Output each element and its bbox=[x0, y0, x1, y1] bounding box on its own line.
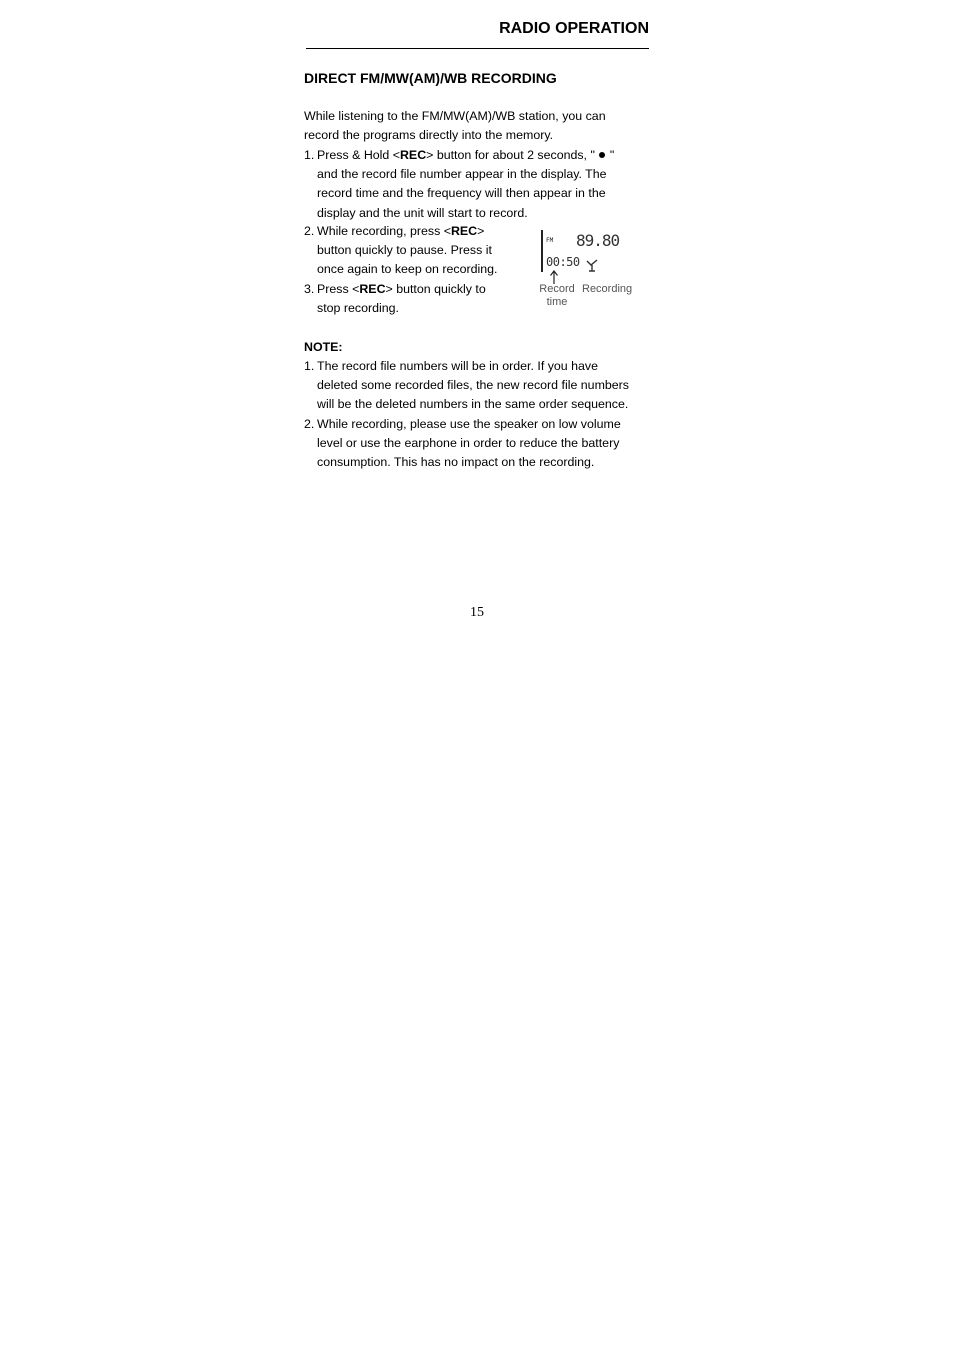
note-item-2 bbox=[304, 415, 649, 473]
record-dot-icon bbox=[599, 152, 605, 158]
step-line: and the record file number appear in the display. The bbox=[317, 167, 607, 182]
step-line: button quickly to pause. Press it bbox=[317, 243, 492, 258]
intro-line: record the programs directly into the memory. bbox=[304, 128, 554, 143]
note-line: deleted some recorded files, the new record file numbers bbox=[317, 378, 629, 393]
rec-key-label: REC bbox=[359, 282, 386, 296]
step-text: Press & Hold < bbox=[317, 148, 400, 162]
note-line: While recording, please use the speaker on low volume bbox=[317, 417, 621, 431]
header-divider bbox=[306, 48, 649, 49]
note-heading: NOTE: bbox=[304, 340, 343, 354]
note-item-1 bbox=[304, 357, 649, 415]
step-text: " bbox=[609, 148, 615, 162]
step-line bbox=[317, 280, 516, 299]
step-text: Press < bbox=[317, 282, 360, 296]
note-line: The record file numbers will be in order. If you have bbox=[317, 359, 598, 373]
lcd-record-time: 00:50 bbox=[546, 255, 580, 269]
step-text: > button for about 2 seconds, " bbox=[426, 148, 595, 162]
recording-icon bbox=[586, 258, 598, 272]
step-number: 2. bbox=[304, 224, 315, 238]
lcd-display-illustration bbox=[530, 228, 650, 313]
page-number: 15 bbox=[470, 605, 484, 620]
step-2 bbox=[304, 222, 516, 280]
note-number: 2. bbox=[304, 417, 315, 431]
step-text: While recording, press < bbox=[317, 224, 451, 238]
note-line: consumption. This has no impact on the recording. bbox=[317, 455, 595, 470]
section-heading: DIRECT FM/MW(AM)/WB RECORDING bbox=[304, 70, 557, 86]
recording-label: Recording bbox=[582, 283, 633, 295]
step-line: record time and the frequency will then appear in the bbox=[317, 186, 606, 201]
note-line: will be the deleted numbers in the same order sequence. bbox=[317, 397, 629, 412]
step-line: stop recording. bbox=[317, 301, 399, 316]
record-time-label bbox=[535, 283, 579, 309]
rec-key-label: REC bbox=[399, 148, 427, 162]
intro-line: While listening to the FM/MW(AM)/WB station, you can bbox=[304, 109, 606, 123]
page-header-title: RADIO OPERATION bbox=[499, 20, 649, 37]
step-3 bbox=[304, 280, 516, 318]
step-line bbox=[317, 222, 516, 241]
lcd-edge bbox=[541, 230, 543, 272]
lcd-band-indicator: FM bbox=[546, 237, 554, 244]
step-line: display and the unit will start to record. bbox=[317, 205, 528, 220]
label-line: time bbox=[546, 296, 568, 308]
arrow-up-icon bbox=[549, 270, 559, 284]
step-line bbox=[317, 146, 649, 165]
rec-key-label: REC bbox=[450, 224, 478, 238]
lcd-frequency: 89.80 bbox=[576, 231, 620, 250]
intro-paragraph bbox=[304, 107, 649, 145]
note-line: level or use the earphone in order to reduce the battery bbox=[317, 436, 620, 451]
note-number: 1. bbox=[304, 359, 315, 373]
step-text: > bbox=[477, 224, 485, 238]
step-1 bbox=[304, 146, 649, 223]
label-line: Record bbox=[539, 283, 575, 295]
step-line: once again to keep on recording. bbox=[317, 262, 498, 277]
step-number: 3. bbox=[304, 282, 315, 296]
step-text: > button quickly to bbox=[385, 282, 486, 296]
step-number: 1. bbox=[304, 148, 315, 162]
